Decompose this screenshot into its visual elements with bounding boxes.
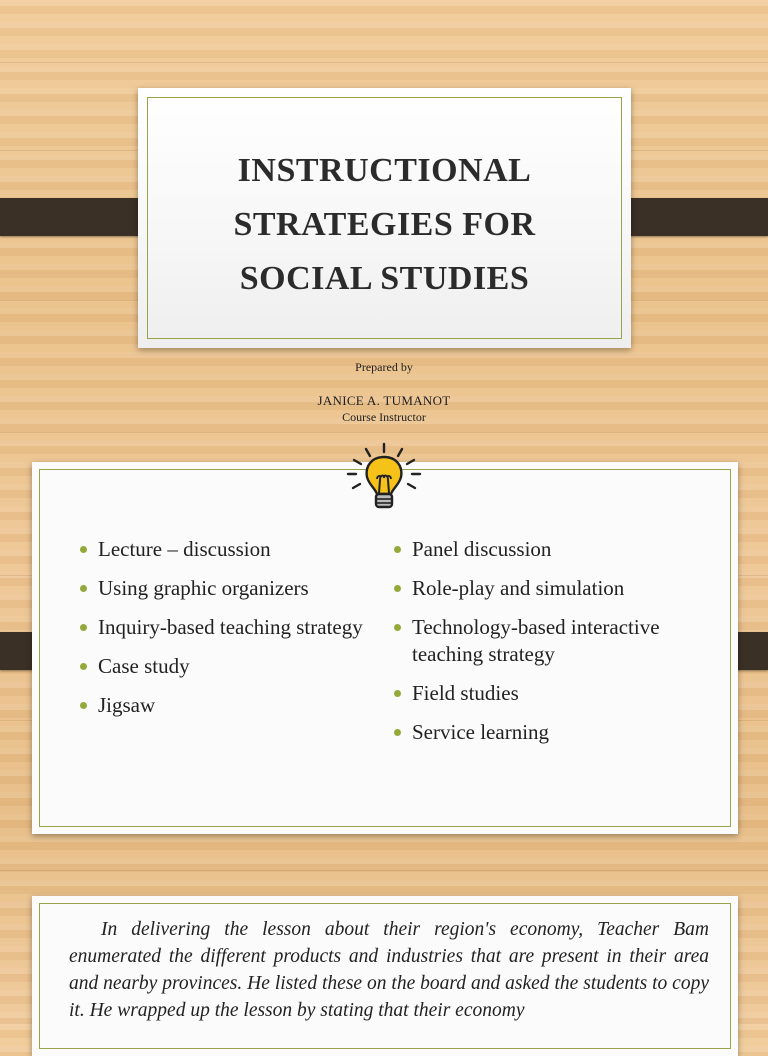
- strategy-list-left: [80, 536, 380, 731]
- scenario-slide: [32, 896, 738, 1056]
- title-slide: [138, 88, 631, 348]
- prepared-by-label: Prepared by: [355, 360, 413, 374]
- bullet-icon: [80, 702, 87, 709]
- list-item: [394, 680, 714, 707]
- side-bar-left: [0, 198, 156, 236]
- bullet-icon: [80, 663, 87, 670]
- bullet-icon: [80, 624, 87, 631]
- author-name: JANICE A. TUMANOT: [317, 393, 451, 408]
- side-bar-right: [612, 198, 768, 236]
- strategy-list-right: [394, 536, 714, 758]
- list-item-label: Service learning: [412, 720, 550, 744]
- list-item: [80, 614, 380, 641]
- list-item-label: Using graphic organizers: [98, 576, 309, 600]
- list-item: [80, 692, 380, 719]
- slide-title: INSTRUCTIONAL STRATEGIES FOR SOCIAL STUDIES: [233, 152, 536, 297]
- bullet-icon: [80, 585, 87, 592]
- list-item-label: Lecture – discussion: [98, 537, 271, 561]
- scenario-paragraph: In delivering the lesson about their region's economy, Teacher Bam enumerated the different products and industries that are present in their area and nearby provinces. He listed these on the board and asked the students to copy it. He wrapped up the lesson by stating that their economy: [69, 919, 709, 1021]
- list-item: [394, 719, 714, 746]
- list-item-label: Case study: [98, 654, 190, 678]
- list-item-label: Inquiry-based teaching strategy: [98, 615, 363, 639]
- list-item: [80, 575, 380, 602]
- list-item: [394, 614, 714, 668]
- list-item-label: Field studies: [412, 681, 519, 705]
- bullet-icon: [394, 690, 401, 697]
- list-item: [80, 536, 380, 563]
- bullet-icon: [80, 546, 87, 553]
- list-item-label: Jigsaw: [98, 693, 156, 717]
- list-item: [394, 575, 714, 602]
- strategies-slide: [32, 462, 738, 834]
- bullet-icon: [394, 729, 401, 736]
- bullet-icon: [394, 546, 401, 553]
- list-item: [394, 536, 714, 563]
- author-role: Course Instructor: [342, 410, 426, 424]
- lightbulb-icon: [344, 442, 424, 514]
- wood-seam: [0, 432, 768, 433]
- wood-seam: [0, 62, 768, 63]
- list-item-label: Panel discussion: [412, 537, 552, 561]
- list-item-label: Role-play and simulation: [412, 576, 625, 600]
- bullet-icon: [394, 585, 401, 592]
- wood-seam: [0, 870, 768, 871]
- list-item: [80, 653, 380, 680]
- list-item-label: Technology-based interactive teaching strategy: [412, 615, 660, 666]
- bullet-icon: [394, 624, 401, 631]
